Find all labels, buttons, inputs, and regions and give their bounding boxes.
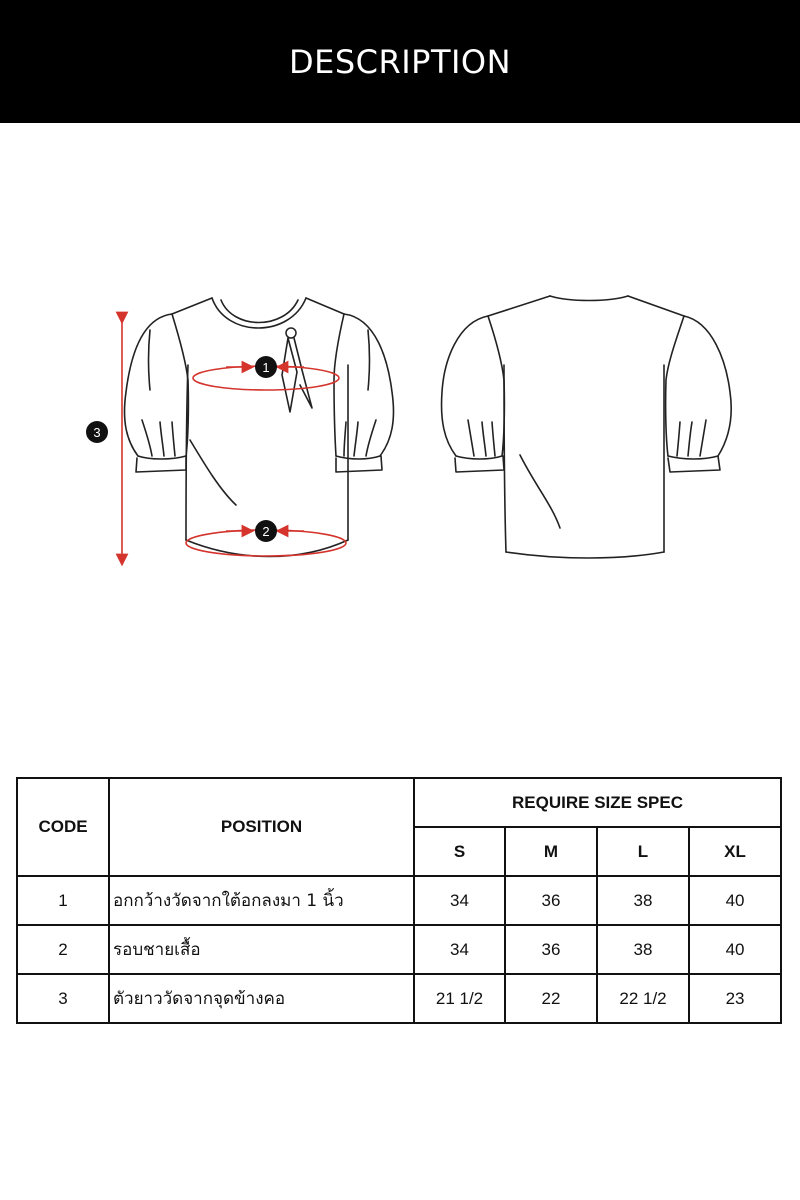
marker-1 (255, 356, 277, 378)
marker-3-label: 3 (93, 425, 101, 440)
row-value-xl: 23 (689, 974, 781, 1023)
marker-2-label: 2 (262, 524, 270, 539)
row-value-m: 36 (505, 925, 597, 974)
size-header-xl: XL (689, 827, 781, 876)
row-value-m: 22 (505, 974, 597, 1023)
size-header-s: S (414, 827, 505, 876)
row-position: อกกว้างวัดจากใต้อกลงมา 1 นิ้ว (109, 876, 414, 925)
table-row (17, 974, 781, 1023)
garment-illustration (0, 270, 800, 590)
row-code: 3 (17, 974, 109, 1023)
size-header-m: M (505, 827, 597, 876)
row-value-l: 22 1/2 (597, 974, 689, 1023)
marker-3 (86, 421, 108, 443)
size-spec-header: REQUIRE SIZE SPEC (414, 778, 781, 827)
row-value-s: 34 (414, 876, 505, 925)
code-header: CODE (17, 778, 109, 876)
position-header: POSITION (109, 778, 414, 876)
row-value-xl: 40 (689, 876, 781, 925)
marker-1-label: 1 (262, 360, 270, 375)
header-bar (0, 0, 800, 123)
row-position: ตัวยาววัดจากจุดข้างคอ (109, 974, 414, 1023)
size-spec-table (16, 777, 782, 1024)
row-value-s: 21 1/2 (414, 974, 505, 1023)
row-value-s: 34 (414, 925, 505, 974)
row-value-l: 38 (597, 925, 689, 974)
size-header-l: L (597, 827, 689, 876)
row-value-xl: 40 (689, 925, 781, 974)
measurement-lines (122, 318, 346, 560)
table-row (17, 925, 781, 974)
row-code: 1 (17, 876, 109, 925)
marker-2 (255, 520, 277, 542)
row-value-m: 36 (505, 876, 597, 925)
table-row (17, 876, 781, 925)
page-title: DESCRIPTION (288, 42, 512, 81)
row-value-l: 38 (597, 876, 689, 925)
row-position: รอบชายเสื้อ (109, 925, 414, 974)
row-code: 2 (17, 925, 109, 974)
back-view-drawing (442, 296, 732, 558)
front-view-drawing (125, 298, 394, 557)
